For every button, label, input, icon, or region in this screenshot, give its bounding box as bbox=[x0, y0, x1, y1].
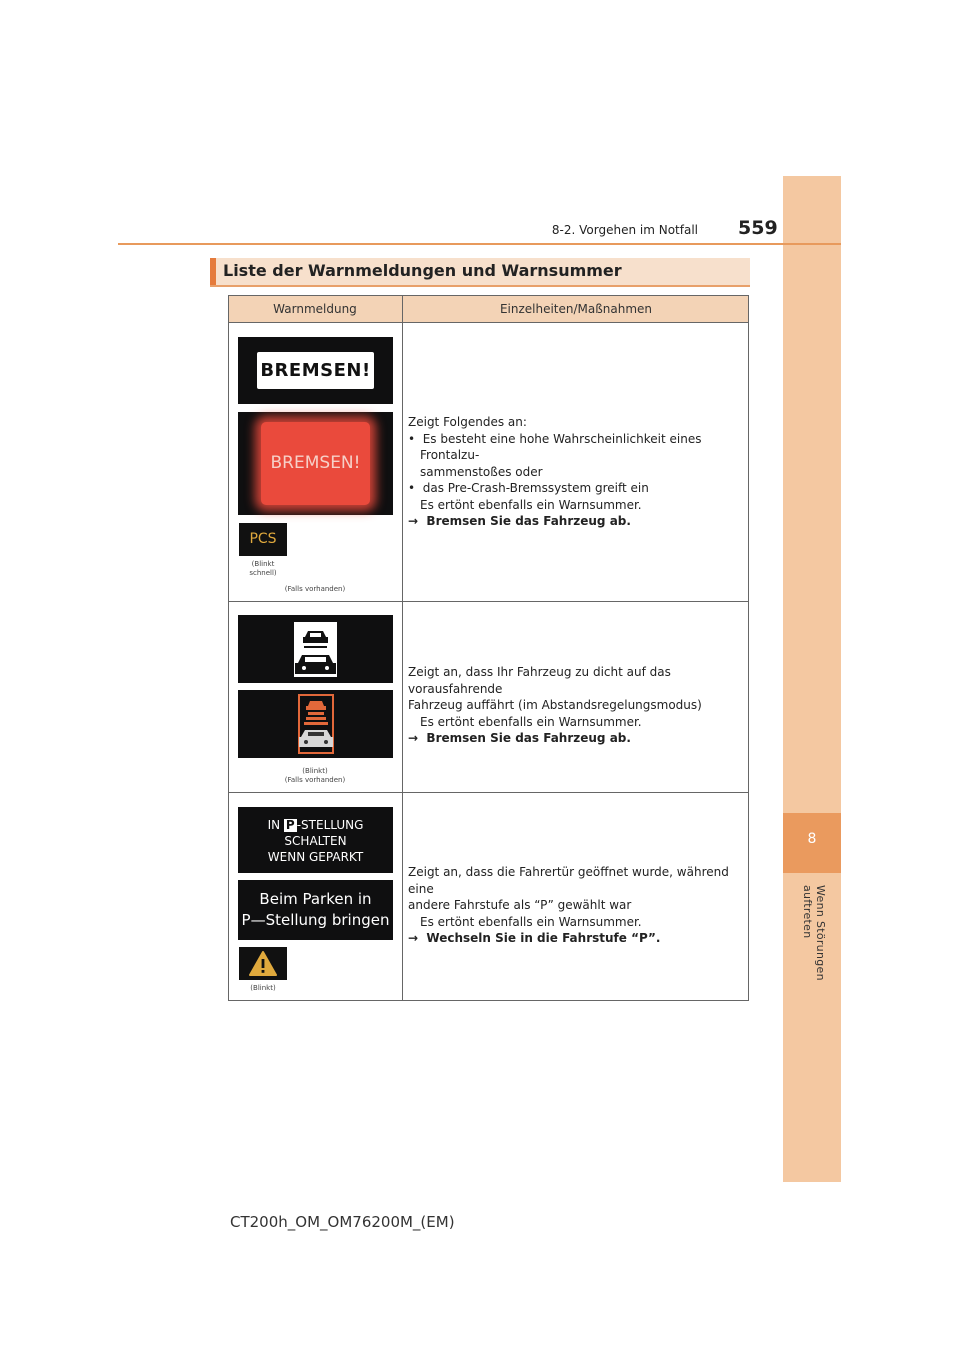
park-shift-display bbox=[238, 807, 393, 873]
optional-caption: (Falls vorhanden) bbox=[284, 776, 346, 784]
pcs-indicator: PCS bbox=[239, 523, 287, 556]
park-shift-display-alt bbox=[238, 880, 393, 940]
brake-warning-display-alt bbox=[238, 412, 393, 515]
table-header-details: Einzelheiten/Maßnahmen bbox=[499, 302, 653, 316]
row1-description: Zeigt Folgendes an: • Es besteht eine hohe Wahrscheinlichkeit eines Frontalzu- sammenstoßes oder • das Pre-Crash-Bremssystem greift ein Es ertönt ebenfalls ein Warnsummer. → Bremsen Sie das Fahrzeug ab. bbox=[408, 415, 702, 528]
distance-warning-display bbox=[238, 615, 393, 683]
park-shift-line1: IN P -STELLUNG bbox=[267, 818, 364, 832]
brake-warning-text-alt: BREMSEN! bbox=[261, 422, 370, 505]
chapter-number: 8 bbox=[807, 831, 817, 847]
park-shift-alt-line1: Beim Parken in bbox=[259, 890, 372, 908]
p-position-badge: P bbox=[285, 818, 295, 832]
vehicle-close-warning-icon bbox=[238, 690, 393, 758]
park-shift-alt-line2: P—Stellung bringen bbox=[241, 911, 390, 929]
header-section: 8-2. Vorgehen im Notfall bbox=[551, 223, 698, 237]
table-column-divider bbox=[402, 295, 403, 1001]
park-shift-line3: WENN GEPARKT bbox=[267, 850, 364, 864]
brake-warning-display bbox=[238, 337, 393, 404]
header-rule bbox=[118, 243, 841, 245]
blink-caption: (Blinkt) bbox=[250, 984, 276, 992]
brake-warning-text: BREMSEN! bbox=[257, 352, 374, 389]
table-row-divider bbox=[228, 601, 749, 602]
distance-warning-display-alt bbox=[238, 690, 393, 758]
table-header-message: Warnmeldung bbox=[273, 302, 357, 316]
section-marker bbox=[210, 258, 216, 285]
vehicle-ahead-icon bbox=[238, 615, 393, 683]
row2-description: Zeigt an, dass Ihr Fahrzeug zu dicht auf das vorausfahrende Fahrzeug auffährt (im Abstandsregelungsmodus) Es ertönt ebenfalls ein Warnsummer. → Bremsen Sie das Fahrzeug ab. bbox=[408, 665, 702, 745]
row3-description: Zeigt an, dass die Fahrertür geöffnet wurde, während eine andere Fahrstufe als “P” gewählt war Es ertönt ebenfalls ein Warnsummer. → Wechseln Sie in die Fahrstufe “P”. bbox=[408, 865, 729, 945]
blink-fast-caption: (Blinkt schnell) bbox=[249, 560, 277, 577]
park-shift-line2: SCHALTEN bbox=[284, 834, 347, 848]
table-row-divider bbox=[228, 792, 749, 793]
warning-indicator bbox=[239, 947, 287, 980]
optional-caption: (Falls vorhanden) bbox=[284, 585, 346, 593]
document-code-footer: CT200h_OM_OM76200M_(EM) bbox=[230, 1213, 455, 1231]
blink-caption: (Blinkt) bbox=[302, 767, 328, 775]
section-title: Liste der Warnmeldungen und Warnsummer bbox=[223, 261, 622, 280]
warning-triangle-icon bbox=[239, 947, 287, 980]
page-number: 559 bbox=[738, 217, 778, 239]
chapter-title: Wenn Störungen auftreten bbox=[801, 885, 827, 981]
